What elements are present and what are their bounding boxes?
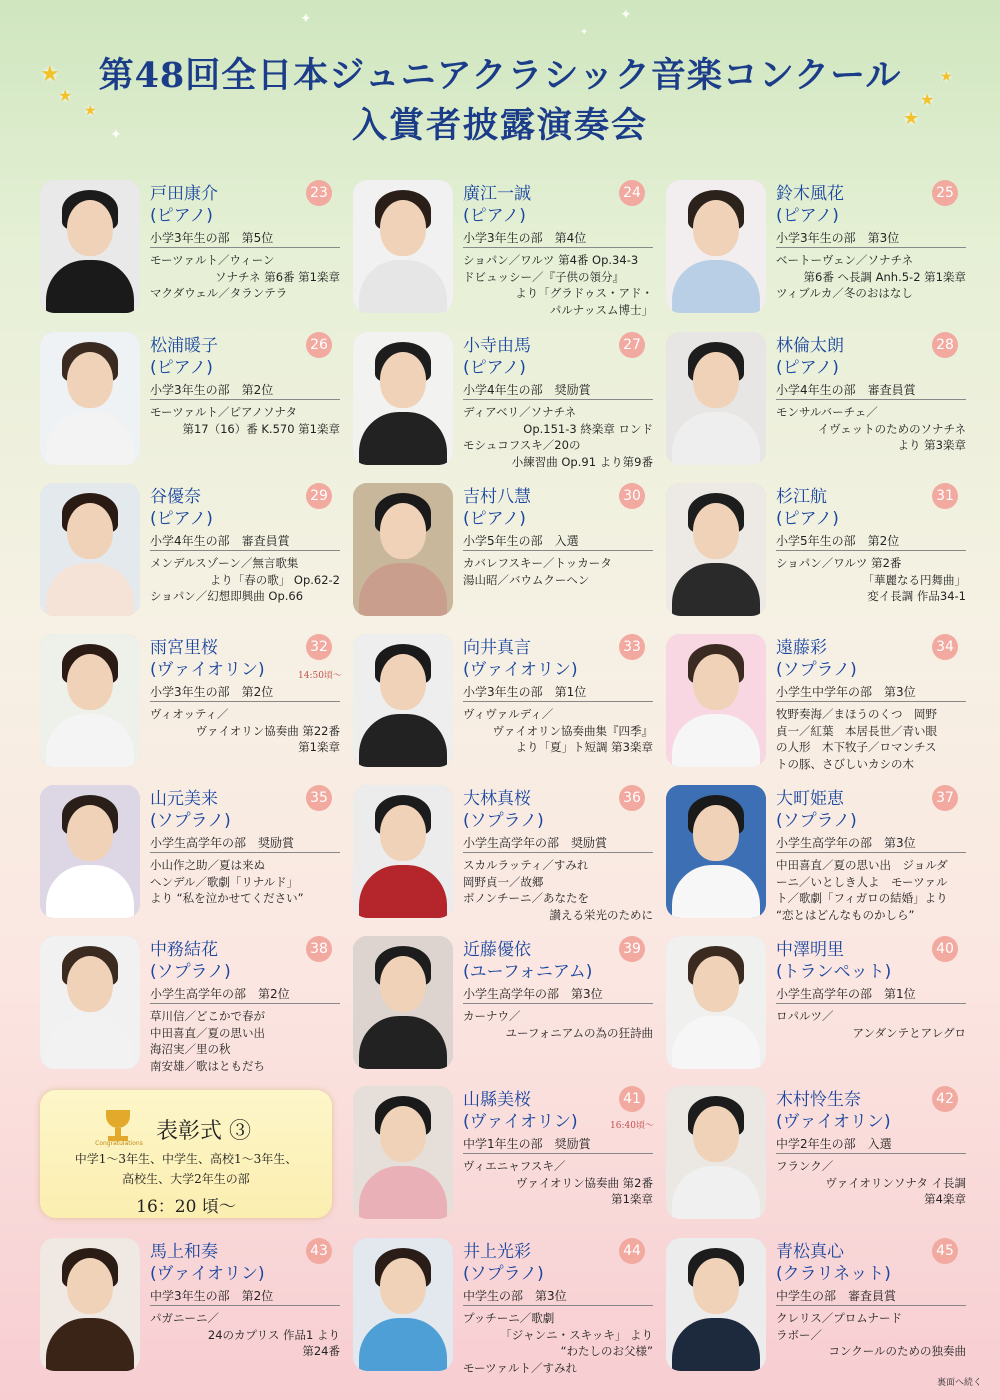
division-award: 小学4年生の部 奨励賞 (463, 383, 591, 397)
performer-name: 山縣美桜 (463, 1090, 531, 1110)
sparkle-icon: ✦ (300, 11, 312, 27)
divider (776, 399, 966, 400)
pieces-list (776, 252, 966, 302)
performer-instrument: (トランペット) (776, 962, 892, 982)
performer-name: 廣江一誠 (463, 184, 531, 204)
pieces-list (150, 1310, 340, 1360)
division-award: 小学生高学年の部 第2位 (150, 987, 290, 1001)
piece-line: メンデルスゾーン／無言歌集 (150, 556, 299, 570)
performer-name: 戸田康介 (150, 184, 218, 204)
piece-line: より 第3楽章 (897, 438, 966, 452)
sparkle-icon: ✦ (620, 7, 632, 23)
performer-instrument: (ソプラノ) (150, 962, 231, 982)
piece-line: ヴァイオリン協奏曲 第22番 (195, 723, 340, 738)
performer-instrument: (ピアノ) (150, 206, 213, 226)
division-award: 中学生の部 第3位 (463, 1289, 567, 1303)
performance-number-badge: 26 (306, 332, 332, 358)
divider (463, 1153, 653, 1154)
piece-line: モンサルバーチェ／ (776, 405, 878, 419)
performer-card (666, 1238, 966, 1378)
piece-line: の人形 木下牧子／ロマンチス (776, 740, 937, 754)
performer-card (666, 1086, 966, 1226)
piece-line: ショパン／幻想即興曲 Op.66 (150, 589, 304, 603)
performer-name: 中務結花 (150, 940, 218, 960)
performance-number-badge: 38 (306, 936, 332, 962)
divider (463, 701, 653, 702)
piece-line: パガニーニ／ (150, 1311, 219, 1325)
performance-number-badge: 34 (932, 634, 958, 660)
performer-photo (40, 1238, 140, 1371)
piece-line: ボノンチーニ／あなたを (463, 891, 590, 905)
divider (150, 399, 340, 400)
piece-line: ト／歌劇「フィガロの結婚」より (776, 891, 948, 905)
performer-card (666, 634, 966, 774)
performance-number-badge: 29 (306, 483, 332, 509)
performer-photo (666, 1086, 766, 1219)
performer-name: 谷優奈 (150, 487, 201, 507)
piece-line: ディアベリ／ソナチネ (463, 405, 577, 419)
divider (463, 1305, 653, 1306)
pieces-list (463, 706, 653, 756)
piece-line: 小山作之助／夏は来ぬ (150, 858, 265, 872)
divider (150, 1305, 340, 1306)
performer-name: 近藤優依 (463, 940, 531, 960)
division-award: 小学3年生の部 第3位 (776, 231, 900, 245)
trophy-icon (95, 1110, 143, 1150)
performer-photo (666, 1238, 766, 1371)
piece-line: 中田喜直／夏の思い出 ジョルダ (776, 858, 948, 872)
performer-name: 林倫太朗 (776, 336, 844, 356)
performer-instrument: (ピアノ) (150, 358, 213, 378)
performer-photo (40, 785, 140, 918)
performer-card (353, 1086, 653, 1226)
pieces-list (150, 706, 340, 756)
sparkle-icon: ✦ (110, 127, 122, 143)
piece-line: ヴァイオリン協奏曲 第2番 (515, 1175, 653, 1190)
piece-line: 中田喜直／夏の思い出 (150, 1025, 265, 1040)
piece-line: ーニ／いとしき人よ モーツァル (776, 874, 948, 889)
pieces-list (463, 1310, 653, 1376)
performer-name: 青松真心 (776, 1242, 844, 1262)
divider (776, 1153, 966, 1154)
performance-number-badge: 42 (932, 1086, 958, 1112)
performer-name: 鈴木風花 (776, 184, 844, 204)
pieces-list (776, 857, 966, 923)
performer-photo (353, 180, 453, 313)
star-icon: ★ (940, 69, 953, 85)
star-icon: ★ (903, 108, 920, 129)
performer-card (666, 936, 966, 1076)
performance-number-badge: 24 (619, 180, 645, 206)
pieces-list (776, 1158, 966, 1208)
piece-line: 第1楽章 (611, 1192, 653, 1206)
piece-line: より「夏」ト短調 第3楽章 (515, 740, 653, 754)
performance-number-badge: 40 (932, 936, 958, 962)
piece-line: 第4楽章 (924, 1192, 966, 1206)
performer-card (666, 483, 966, 623)
piece-line: より “私を泣かせてください” (150, 891, 304, 905)
performer-instrument: (ピアノ) (150, 509, 213, 529)
division-award: 小学生高学年の部 第3位 (463, 987, 603, 1001)
performance-number-badge: 31 (932, 483, 958, 509)
piece-line: ラボー／ (776, 1327, 822, 1342)
piece-line: ベートーヴェン／ソナチネ (776, 253, 914, 267)
sparkle-icon: ✦ (580, 27, 589, 38)
pieces-list (150, 1008, 340, 1074)
performance-number-badge: 37 (932, 785, 958, 811)
piece-line: マクダウェル／タランテラ (150, 286, 288, 300)
performer-instrument: (ピアノ) (463, 358, 526, 378)
performer-card (40, 332, 340, 472)
piece-line: プッチーニ／歌劇 (463, 1311, 555, 1325)
piece-line: イヴェットのためのソナチネ (817, 421, 966, 436)
pieces-list (150, 857, 340, 907)
piece-line: ヴァイオリン協奏曲集『四季』 (492, 723, 653, 738)
performer-name: 木村怜生奈 (776, 1090, 861, 1110)
time-note-1: 14:50頃〜 (298, 671, 342, 681)
performer-name: 松浦暖子 (150, 336, 218, 356)
performer-photo (666, 936, 766, 1069)
piece-line: ヴィエニャフスキ／ (463, 1159, 566, 1173)
divider (463, 1003, 653, 1004)
pieces-list (776, 555, 966, 605)
piece-line: アンダンテとアレグロ (852, 1025, 966, 1040)
piece-line: Op.151-3 終楽章 ロンド (523, 421, 653, 436)
performer-photo (40, 180, 140, 313)
award-ceremony-box (40, 1090, 332, 1218)
piece-line: 南安雄／歌はともだち (150, 1058, 265, 1073)
piece-line: モーツァルト／すみれ (463, 1360, 577, 1375)
piece-line: 第17（16）番 K.570 第1楽章 (182, 421, 340, 436)
trophy-ribbon-text: Congratulations (95, 1140, 143, 1147)
performance-number-badge: 39 (619, 936, 645, 962)
pieces-list (776, 1008, 966, 1041)
performance-number-badge: 41 (619, 1086, 645, 1112)
division-award: 小学5年生の部 第2位 (776, 534, 900, 548)
performer-instrument: (ピアノ) (463, 509, 526, 529)
performer-photo (353, 1238, 453, 1371)
piece-line: ショパン／ワルツ 第2番 (776, 556, 902, 570)
pieces-list (463, 857, 653, 923)
piece-line: トの豚、さびしいカシの木 (776, 756, 914, 771)
performer-card (353, 785, 653, 925)
piece-line: ロパルツ／ (776, 1009, 834, 1023)
piece-line: スカルラッティ／すみれ (463, 858, 589, 872)
piece-line: より「グラドゥス・アド・ (515, 286, 653, 300)
piece-line: 第6番 ヘ長調 Anh.5-2 第1楽章 (803, 269, 966, 284)
performance-number-badge: 33 (619, 634, 645, 660)
divider (150, 1003, 340, 1004)
performer-card (40, 483, 340, 623)
division-award: 小学生高学年の部 第3位 (776, 836, 916, 850)
performer-instrument: (ヴァイオリン) (150, 1264, 265, 1284)
piece-line: 小練習曲 Op.91 より第9番 (511, 454, 653, 469)
piece-line: フランク／ (776, 1159, 834, 1173)
performer-card (666, 785, 966, 925)
performer-name: 遠藤彩 (776, 638, 827, 658)
piece-line: ヘンデル／歌劇「リナルド」 (150, 874, 299, 889)
performance-number-badge: 25 (932, 180, 958, 206)
piece-line: 第24番 (302, 1344, 340, 1358)
performance-number-badge: 45 (932, 1238, 958, 1264)
performer-photo (40, 936, 140, 1069)
performer-name: 井上光彩 (463, 1242, 531, 1262)
performer-instrument: (ピアノ) (776, 509, 839, 529)
performer-instrument: (ソプラノ) (463, 1264, 544, 1284)
performance-number-badge: 30 (619, 483, 645, 509)
performance-number-badge: 43 (306, 1238, 332, 1264)
piece-line: カーナウ／ (463, 1009, 521, 1023)
piece-line: カバレフスキー／トッカータ (463, 556, 612, 570)
performer-name: 雨宮里桜 (150, 638, 218, 658)
divider (150, 550, 340, 551)
performer-name: 馬上和奏 (150, 1242, 218, 1262)
division-award: 小学4年生の部 審査員賞 (150, 534, 290, 548)
piece-line: 讃える栄光のために (549, 907, 653, 922)
piece-line: ショパン／ワルツ 第4番 Op.34-3 (463, 253, 639, 267)
division-award: 小学生高学年の部 第1位 (776, 987, 916, 1001)
performer-instrument: (ソプラノ) (463, 811, 544, 831)
star-icon: ★ (84, 103, 97, 119)
piece-line: コンクールのための独奏曲 (828, 1344, 966, 1358)
divider (463, 852, 653, 853)
performer-card (666, 180, 966, 320)
performer-photo (353, 785, 453, 918)
pieces-list (463, 555, 653, 588)
pieces-list (463, 1008, 653, 1041)
pieces-list (150, 555, 340, 605)
performer-instrument: (ヴァイオリン) (463, 1112, 578, 1132)
title-line-1: 第48回全日本ジュニアクラシック音楽コンクール (98, 55, 902, 96)
piece-line: 牧野奏海／まほうのくつ 岡野 (776, 707, 937, 721)
star-icon: ★ (58, 86, 73, 105)
pieces-list (776, 404, 966, 454)
divider (776, 852, 966, 853)
divider (776, 1305, 966, 1306)
piece-line: クレリス／プロムナード (776, 1311, 903, 1325)
performer-photo (353, 332, 453, 465)
performer-name: 大町姫恵 (776, 789, 844, 809)
divider (776, 701, 966, 702)
pieces-list (463, 404, 653, 470)
performer-card (353, 936, 653, 1076)
award-line-1: 中学1〜3年生、中学生、高校1〜3年生、 (74, 1152, 298, 1166)
pieces-list (776, 1310, 966, 1360)
performer-instrument: (ヴァイオリン) (463, 660, 578, 680)
performer-instrument: (クラリネット) (776, 1264, 891, 1284)
performance-number-badge: 36 (619, 785, 645, 811)
division-award: 中学1年生の部 奨励賞 (463, 1137, 591, 1151)
performer-card (353, 332, 653, 472)
divider (776, 550, 966, 551)
performer-instrument: (ヴァイオリン) (776, 1112, 891, 1132)
division-award: 中学生の部 審査員賞 (776, 1289, 897, 1303)
performer-card (353, 483, 653, 623)
performer-name: 向井真言 (463, 638, 531, 658)
division-award: 小学3年生の部 第2位 (150, 383, 274, 397)
performer-instrument: (ピアノ) (463, 206, 526, 226)
performer-card (40, 634, 340, 774)
performer-instrument: (ソプラノ) (776, 660, 857, 680)
performer-photo (666, 332, 766, 465)
piece-line: モシュコフスキ／20の (463, 438, 581, 452)
performer-name: 大林真桜 (463, 789, 531, 809)
piece-line: 貞一／紅葉 本居長世／青い眼 (776, 723, 937, 738)
performer-name: 杉江航 (776, 487, 827, 507)
performer-photo (666, 180, 766, 313)
time-note-2: 16:40頃〜 (610, 1121, 654, 1131)
performer-card (666, 332, 966, 472)
division-award: 小学3年生の部 第2位 (150, 685, 274, 699)
performer-photo (40, 332, 140, 465)
piece-line: ツィブルカ／冬のおはなし (776, 286, 913, 300)
title-line-2: 入賞者披露演奏会 (351, 105, 648, 146)
performer-instrument: (ソプラノ) (776, 811, 857, 831)
performer-instrument: (ユーフォニアム) (463, 962, 593, 982)
piece-line: “わたしのお父様” (560, 1344, 653, 1358)
performer-card (40, 936, 340, 1076)
performer-photo (353, 936, 453, 1069)
piece-line: 湯山昭／バウムクーヘン (463, 572, 590, 587)
performer-photo (40, 483, 140, 616)
division-award: 中学2年生の部 入選 (776, 1137, 892, 1151)
performer-instrument: (ヴァイオリン) (150, 660, 265, 680)
award-line-2: 高校生、大学2年生の部 (122, 1172, 250, 1186)
divider (463, 247, 653, 248)
performer-card (40, 1238, 340, 1378)
pieces-list (150, 252, 340, 302)
performer-card (40, 785, 340, 925)
division-award: 小学3年生の部 第5位 (150, 231, 274, 245)
piece-line: 草川信／どこかで春が (150, 1009, 265, 1023)
performer-name: 中澤明里 (776, 940, 844, 960)
piece-line: モーツァルト／ピアノソナタ (150, 405, 297, 419)
performer-photo (666, 483, 766, 616)
piece-line: 海沼実／里の秋 (150, 1042, 231, 1056)
piece-line: モーツァルト／ウィーン (150, 253, 275, 267)
piece-line: ヴィオッティ／ (150, 707, 229, 721)
division-award: 小学4年生の部 審査員賞 (776, 383, 916, 397)
piece-line: ドビュッシー／『子供の領分』 (463, 269, 624, 284)
piece-line: 「華麗なる円舞曲」 (862, 572, 966, 587)
award-title: 表彰式 ③ (156, 1119, 251, 1144)
piece-line: ヴィヴァルディ／ (463, 707, 554, 721)
piece-line: 第1楽章 (298, 740, 340, 754)
divider (776, 1003, 966, 1004)
piece-line: ソナチネ 第6番 第1楽章 (215, 269, 340, 284)
division-award: 小学生高学年の部 奨励賞 (463, 836, 608, 850)
piece-line: “恋とはどんなものかしら” (776, 907, 915, 922)
divider (150, 701, 340, 702)
performer-photo (666, 634, 766, 767)
piece-line: 変イ長調 作品34-1 (867, 589, 966, 603)
division-award: 小学3年生の部 第1位 (463, 685, 587, 699)
performer-photo (353, 483, 453, 616)
performer-photo (353, 634, 453, 767)
star-icon: ★ (40, 62, 60, 87)
pieces-list (776, 706, 966, 772)
divider (150, 852, 340, 853)
piece-line: ユーフォニアムの為の狂詩曲 (505, 1025, 653, 1040)
piece-line: パルナッスム博士」 (549, 302, 653, 317)
division-award: 小学5年生の部 入選 (463, 534, 579, 548)
performer-name: 吉村八慧 (463, 487, 531, 507)
performance-number-badge: 28 (932, 332, 958, 358)
performer-instrument: (ピアノ) (776, 206, 839, 226)
divider (463, 550, 653, 551)
performer-photo (666, 785, 766, 918)
pieces-list (150, 404, 340, 437)
piece-line: 24のカプリス 作品1 より (207, 1327, 340, 1342)
performance-number-badge: 23 (306, 180, 332, 206)
performer-instrument: (ピアノ) (776, 358, 839, 378)
divider (150, 247, 340, 248)
award-time: 16：20 頃〜 (136, 1197, 236, 1217)
performer-instrument: (ソプラノ) (150, 811, 231, 831)
performer-card (353, 634, 653, 774)
divider (463, 399, 653, 400)
division-award: 小学3年生の部 第4位 (463, 231, 587, 245)
performer-card (353, 180, 653, 320)
performance-number-badge: 44 (619, 1238, 645, 1264)
star-icon: ★ (920, 90, 935, 109)
performer-photo (353, 1086, 453, 1219)
performer-card (40, 180, 340, 320)
division-award: 中学3年生の部 第2位 (150, 1289, 274, 1303)
divider (776, 247, 966, 248)
performance-number-badge: 35 (306, 785, 332, 811)
piece-line: 岡野貞一／故郷 (463, 874, 544, 889)
pieces-list (463, 252, 653, 318)
performance-number-badge: 32 (306, 634, 332, 660)
piece-line: 「ジャンニ・スキッキ」 より (500, 1327, 653, 1342)
piece-line: ヴァイオリンソナタ イ長調 (825, 1175, 966, 1190)
performer-photo (40, 634, 140, 767)
pieces-list (463, 1158, 653, 1208)
performance-number-badge: 27 (619, 332, 645, 358)
performer-name: 山元美来 (150, 789, 218, 809)
piece-line: より「春の歌」 Op.62-2 (209, 572, 340, 587)
performer-name: 小寺由馬 (463, 336, 531, 356)
continued-note: 裏面へ続く (936, 1378, 982, 1388)
division-award: 小学生高学年の部 奨励賞 (150, 836, 295, 850)
division-award: 小学生中学年の部 第3位 (776, 685, 916, 699)
performer-card (353, 1238, 653, 1378)
